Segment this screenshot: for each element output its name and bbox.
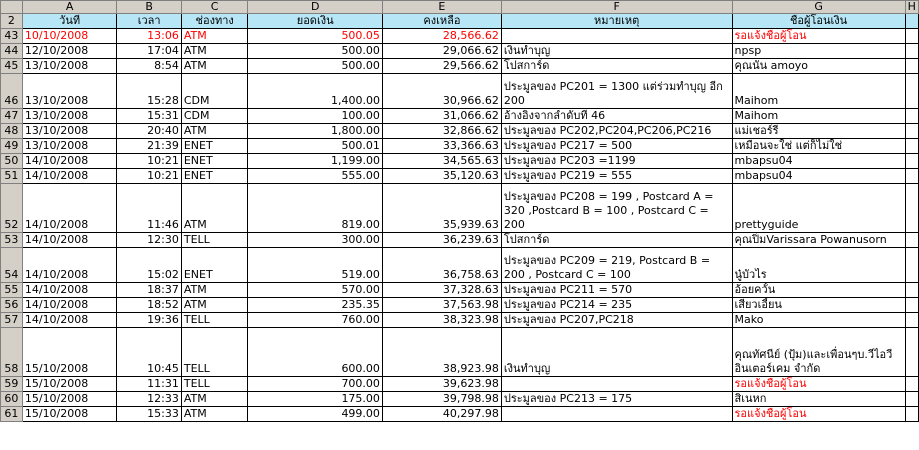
table-row <box>1 248 919 283</box>
cell-date[interactable]: 14/10/2008 <box>22 283 117 298</box>
cell-sender[interactable]: นู๋บัวไร <box>732 248 905 283</box>
cell-balance[interactable]: 35,939.63 <box>382 184 501 233</box>
column-header-row <box>1 1 919 14</box>
cell-time[interactable]: 15:28 <box>117 74 181 109</box>
cell-note[interactable]: ประมูลของ PC203 =1199 <box>501 154 732 169</box>
cell-channel[interactable]: ATM <box>181 59 248 74</box>
row-header[interactable]: 52 <box>1 184 23 233</box>
cell-time[interactable]: 17:04 <box>117 44 181 59</box>
row-header[interactable]: 59 <box>1 377 23 392</box>
table-row <box>1 298 919 313</box>
cell-note[interactable]: ประมูลของ PC207,PC218 <box>501 313 732 328</box>
cell-sender[interactable]: mbapsu04 <box>732 154 905 169</box>
row-header[interactable]: 45 <box>1 59 23 74</box>
cell-date[interactable]: 13/10/2008 <box>22 139 117 154</box>
cell-sender[interactable]: Maihom <box>732 109 905 124</box>
row-header[interactable]: 49 <box>1 139 23 154</box>
cell-date[interactable]: 14/10/2008 <box>22 298 117 313</box>
row-header[interactable]: 53 <box>1 233 23 248</box>
cell-balance[interactable]: 36,758.63 <box>382 248 501 283</box>
empty-cell[interactable] <box>905 139 918 154</box>
row-header[interactable]: 54 <box>1 248 23 283</box>
cell-note[interactable]: ประมูลของ PC213 = 175 <box>501 392 732 407</box>
cell-date[interactable]: 13/10/2008 <box>22 124 117 139</box>
cell-balance[interactable]: 37,328.63 <box>382 283 501 298</box>
cell-note[interactable]: ประมูลของ PC202,PC204,PC206,PC216 <box>501 124 732 139</box>
header-cell-balance[interactable]: คงเหลือ <box>382 14 501 29</box>
empty-cell[interactable] <box>905 392 918 407</box>
empty-cell[interactable] <box>905 233 918 248</box>
cell-balance[interactable]: 31,066.62 <box>382 109 501 124</box>
column-header-b[interactable]: B <box>117 1 181 14</box>
row-header[interactable]: 57 <box>1 313 23 328</box>
cell-balance[interactable]: 28,566.62 <box>382 29 501 44</box>
cell-date[interactable]: 14/10/2008 <box>22 154 117 169</box>
cell-channel[interactable]: ATM <box>181 184 248 233</box>
cell-channel[interactable]: ENET <box>181 154 248 169</box>
cell-channel[interactable]: TELL <box>181 313 248 328</box>
cell-sender[interactable]: prettyguide <box>732 184 905 233</box>
cell-amount[interactable]: 1,800.00 <box>248 124 383 139</box>
cell-balance[interactable]: 40,297.98 <box>382 407 501 422</box>
row-header[interactable]: 46 <box>1 74 23 109</box>
cell-balance[interactable]: 39,623.98 <box>382 377 501 392</box>
table-row <box>1 59 919 74</box>
cell-note[interactable]: ประมูลของ PC219 = 555 <box>501 169 732 184</box>
empty-cell[interactable] <box>905 313 918 328</box>
cell-amount[interactable]: 500.00 <box>248 59 383 74</box>
cell-date[interactable]: 13/10/2008 <box>22 74 117 109</box>
column-header-e[interactable]: E <box>382 1 501 14</box>
cell-channel[interactable]: ATM <box>181 392 248 407</box>
cell-note[interactable]: ประมูลของ PC201 = 1300 แต่ร่วมทำบุญ อีก 200 <box>501 74 732 109</box>
cell-date[interactable]: 14/10/2008 <box>22 313 117 328</box>
empty-cell[interactable] <box>905 74 918 109</box>
cell-date[interactable]: 14/10/2008 <box>22 169 117 184</box>
cell-sender[interactable]: อ้อยควั้น <box>732 283 905 298</box>
cell-balance[interactable]: 38,923.98 <box>382 328 501 377</box>
cell-channel[interactable]: ENET <box>181 248 248 283</box>
empty-cell[interactable] <box>905 248 918 283</box>
cell-balance[interactable]: 39,798.98 <box>382 392 501 407</box>
cell-amount[interactable]: 499.00 <box>248 407 383 422</box>
cell-channel[interactable]: TELL <box>181 377 248 392</box>
table-row <box>1 44 919 59</box>
empty-cell[interactable] <box>905 44 918 59</box>
cell-channel[interactable]: ENET <box>181 139 248 154</box>
row-header[interactable]: 48 <box>1 124 23 139</box>
cell-note[interactable] <box>501 29 732 44</box>
table-row <box>1 29 919 44</box>
cell-amount[interactable]: 175.00 <box>248 392 383 407</box>
cell-sender[interactable]: รอแจ้งชื่อผู้โอน <box>732 377 905 392</box>
table-row <box>1 169 919 184</box>
cell-note[interactable]: เงินทำบุญ <box>501 328 732 377</box>
cell-date[interactable]: 12/10/2008 <box>22 44 117 59</box>
cell-date[interactable]: 10/10/2008 <box>22 29 117 44</box>
cell-amount[interactable]: 100.00 <box>248 109 383 124</box>
table-row <box>1 139 919 154</box>
row-header[interactable]: 44 <box>1 44 23 59</box>
cell-note[interactable]: ประมูลของ PC211 = 570 <box>501 283 732 298</box>
cell-sender[interactable]: แม่เชอร์รี่ <box>732 124 905 139</box>
cell-amount[interactable]: 819.00 <box>248 184 383 233</box>
empty-cell[interactable] <box>905 109 918 124</box>
header-cell-channel[interactable]: ช่องทาง <box>181 14 248 29</box>
cell-sender[interactable]: คุณนัน amoyo <box>732 59 905 74</box>
cell-balance[interactable]: 33,366.63 <box>382 139 501 154</box>
cell-date[interactable]: 15/10/2008 <box>22 392 117 407</box>
cell-note[interactable] <box>501 377 732 392</box>
table-row <box>1 184 919 233</box>
row-header[interactable]: 2 <box>1 14 23 29</box>
empty-cell[interactable] <box>905 328 918 377</box>
cell-amount[interactable]: 500.00 <box>248 44 383 59</box>
empty-cell[interactable] <box>905 377 918 392</box>
cell-balance[interactable]: 34,565.63 <box>382 154 501 169</box>
table-row <box>1 283 919 298</box>
header-cell-sender[interactable]: ชื่อผู้โอนเงิน <box>732 14 905 29</box>
table-row <box>1 109 919 124</box>
cell-channel[interactable]: ATM <box>181 124 248 139</box>
header-cell-date[interactable]: วันที่ <box>22 14 117 29</box>
cell-sender[interactable]: npsp <box>732 44 905 59</box>
cell-channel[interactable]: ATM <box>181 44 248 59</box>
column-header-h[interactable]: H <box>905 1 918 14</box>
table-row <box>1 154 919 169</box>
cell-amount[interactable]: 300.00 <box>248 233 383 248</box>
cell-date[interactable]: 15/10/2008 <box>22 328 117 377</box>
header-cell-note[interactable]: หมายเหตุ <box>501 14 732 29</box>
column-header-f[interactable]: F <box>501 1 732 14</box>
empty-cell[interactable] <box>905 298 918 313</box>
cell-amount[interactable]: 700.00 <box>248 377 383 392</box>
cell-balance[interactable]: 37,563.98 <box>382 298 501 313</box>
table-row <box>1 313 919 328</box>
cell-date[interactable]: 13/10/2008 <box>22 109 117 124</box>
cell-time[interactable]: 18:52 <box>117 298 181 313</box>
row-header[interactable]: 61 <box>1 407 23 422</box>
empty-cell[interactable] <box>905 59 918 74</box>
cell-time[interactable]: 19:36 <box>117 313 181 328</box>
cell-balance[interactable]: 29,066.62 <box>382 44 501 59</box>
row-header[interactable]: 56 <box>1 298 23 313</box>
row-header[interactable]: 47 <box>1 109 23 124</box>
cell-note[interactable]: เงินทำบุญ <box>501 44 732 59</box>
cell-time[interactable]: 10:21 <box>117 154 181 169</box>
table-row <box>1 407 919 422</box>
row-header[interactable]: 43 <box>1 29 23 44</box>
cell-date[interactable]: 13/10/2008 <box>22 59 117 74</box>
cell-channel[interactable]: ATM <box>181 298 248 313</box>
cell-channel[interactable]: ATM <box>181 407 248 422</box>
cell-date[interactable]: 15/10/2008 <box>22 377 117 392</box>
empty-cell[interactable] <box>905 154 918 169</box>
cell-time[interactable]: 12:33 <box>117 392 181 407</box>
table-row <box>1 74 919 109</box>
cell-sender[interactable]: รอแจ้งชื่อผู้โอน <box>732 29 905 44</box>
cell-time[interactable]: 21:39 <box>117 139 181 154</box>
cell-time[interactable]: 15:31 <box>117 109 181 124</box>
cell-time[interactable]: 10:45 <box>117 328 181 377</box>
cell-balance[interactable]: 29,566.62 <box>382 59 501 74</box>
row-header[interactable]: 55 <box>1 283 23 298</box>
cell-note[interactable]: ประมูลของ PC217 = 500 <box>501 139 732 154</box>
cell-sender[interactable]: mbapsu04 <box>732 169 905 184</box>
cell-time[interactable]: 11:31 <box>117 377 181 392</box>
cell-date[interactable]: 14/10/2008 <box>22 184 117 233</box>
cell-time[interactable]: 8:54 <box>117 59 181 74</box>
cell-channel[interactable]: ENET <box>181 169 248 184</box>
cell-time[interactable]: 13:06 <box>117 29 181 44</box>
header-cell-amount[interactable]: ยอดเงิน <box>248 14 383 29</box>
cell-channel[interactable]: ATM <box>181 29 248 44</box>
cell-date[interactable]: 14/10/2008 <box>22 233 117 248</box>
cell-note[interactable] <box>501 407 732 422</box>
empty-cell[interactable] <box>905 184 918 233</box>
cell-balance[interactable]: 36,239.63 <box>382 233 501 248</box>
cell-time[interactable]: 10:21 <box>117 169 181 184</box>
table-row <box>1 377 919 392</box>
cell-sender[interactable]: เหมือนจะใช่ แต่ก็ไม่ใช่ <box>732 139 905 154</box>
cell-date[interactable]: 14/10/2008 <box>22 248 117 283</box>
column-header-c[interactable]: C <box>181 1 248 14</box>
cell-balance[interactable]: 32,866.62 <box>382 124 501 139</box>
cell-amount[interactable]: 500.05 <box>248 29 383 44</box>
cell-amount[interactable]: 500.01 <box>248 139 383 154</box>
cell-time[interactable]: 12:30 <box>117 233 181 248</box>
cell-channel[interactable]: CDM <box>181 74 248 109</box>
column-header-a[interactable]: A <box>22 1 117 14</box>
cell-sender[interactable]: Mako <box>732 313 905 328</box>
row-header[interactable]: 60 <box>1 392 23 407</box>
cell-sender[interactable]: คุณทัศนีย์ (ปุ้ม)และเพื่อนๆบ.วีไอวี อินเตอร์เคม จำกัด <box>732 328 905 377</box>
cell-amount[interactable]: 570.00 <box>248 283 383 298</box>
cell-amount[interactable]: 1,199.00 <box>248 154 383 169</box>
row-header[interactable]: 50 <box>1 154 23 169</box>
cell-note[interactable]: อ้างอิงจากลำดับที่ 46 <box>501 109 732 124</box>
select-all-corner[interactable] <box>1 1 23 14</box>
cell-amount[interactable]: 235.35 <box>248 298 383 313</box>
empty-cell[interactable] <box>905 29 918 44</box>
cell-sender[interactable]: เสียวเอี้ยน <box>732 298 905 313</box>
header-cell-time[interactable]: เวลา <box>117 14 181 29</box>
row-header[interactable]: 51 <box>1 169 23 184</box>
cell-time[interactable]: 20:40 <box>117 124 181 139</box>
cell-date[interactable]: 15/10/2008 <box>22 407 117 422</box>
column-header-d[interactable]: D <box>248 1 383 14</box>
cell-amount[interactable]: 760.00 <box>248 313 383 328</box>
cell-note[interactable]: โปสการ์ด <box>501 59 732 74</box>
cell-time[interactable]: 15:33 <box>117 407 181 422</box>
table-row <box>1 233 919 248</box>
empty-cell[interactable] <box>905 169 918 184</box>
cell-sender[interactable]: สิเนหก <box>732 392 905 407</box>
row-header[interactable]: 58 <box>1 328 23 377</box>
cell-amount[interactable]: 555.00 <box>248 169 383 184</box>
empty-cell[interactable] <box>905 14 918 29</box>
cell-balance[interactable]: 38,323.98 <box>382 313 501 328</box>
cell-note[interactable]: โปสการ์ด <box>501 233 732 248</box>
cell-sender[interactable]: Maihom <box>732 74 905 109</box>
cell-time[interactable]: 15:02 <box>117 248 181 283</box>
cell-channel[interactable]: ATM <box>181 283 248 298</box>
table-row <box>1 328 919 377</box>
cell-channel[interactable]: TELL <box>181 328 248 377</box>
table-row <box>1 124 919 139</box>
table-header-row <box>1 14 919 29</box>
cell-amount[interactable]: 1,400.00 <box>248 74 383 109</box>
empty-cell[interactable] <box>905 283 918 298</box>
cell-amount[interactable]: 600.00 <box>248 328 383 377</box>
cell-channel[interactable]: TELL <box>181 233 248 248</box>
cell-sender[interactable]: รอแจ้งชื่อผู้โอน <box>732 407 905 422</box>
cell-note[interactable]: ประมูลของ PC208 = 199 , Postcard A = 320 ,Postcard B = 100 , Postcard C = 200 <box>501 184 732 233</box>
cell-sender[interactable]: คุณปิ๋มVarissara Powanusorn <box>732 233 905 248</box>
cell-note[interactable]: ประมูลของ PC214 = 235 <box>501 298 732 313</box>
column-header-g[interactable]: G <box>732 1 905 14</box>
cell-balance[interactable]: 35,120.63 <box>382 169 501 184</box>
cell-note[interactable]: ประมูลของ PC209 = 219, Postcard B = 200 , Postcard C = 100 <box>501 248 732 283</box>
table-row <box>1 392 919 407</box>
empty-cell[interactable] <box>905 124 918 139</box>
cell-time[interactable]: 11:46 <box>117 184 181 233</box>
cell-amount[interactable]: 519.00 <box>248 248 383 283</box>
cell-channel[interactable]: CDM <box>181 109 248 124</box>
empty-cell[interactable] <box>905 407 918 422</box>
cell-balance[interactable]: 30,966.62 <box>382 74 501 109</box>
cell-time[interactable]: 18:37 <box>117 283 181 298</box>
